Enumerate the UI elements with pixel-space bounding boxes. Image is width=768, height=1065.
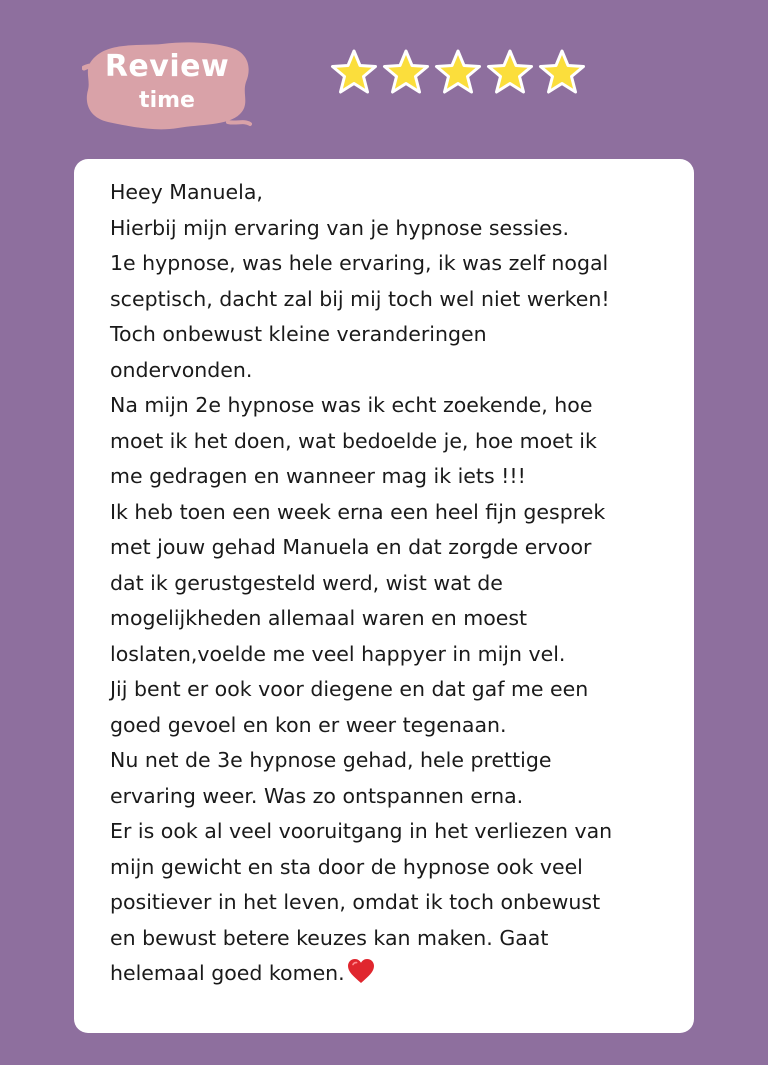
star-icon [486, 48, 534, 96]
review-line: Toch onbewust kleine veranderingen [110, 322, 487, 346]
review-line: dat ik gerustgesteld werd, wist wat de [110, 570, 503, 595]
review-line: Na mijn 2e hypnose was ik echt zoekende, hoe [110, 393, 593, 417]
star-icon [382, 48, 430, 96]
review-card [74, 159, 694, 1033]
review-line: 1e hypnose, was hele ervaring, ik was zelf nogal [110, 251, 609, 275]
review-message [110, 175, 670, 992]
review-line: en bewust betere keuzes kan maken. Gaat [110, 925, 549, 950]
star-icon [434, 48, 482, 96]
review-line: ondervonden. [110, 357, 253, 382]
five-star-rating [330, 48, 586, 96]
review-line: mogelijkheden allemaal waren en moest [110, 606, 528, 630]
review-line: goed gevoel en kon er weer tegenaan. [110, 712, 507, 737]
review-line: ervaring weer. Was zo ontspannen erna. [110, 783, 524, 808]
review-line: Hierbij mijn ervaring van je hypnose sessies. [110, 215, 569, 240]
review-line: moet ik het doen, wat bedoelde je, hoe moet ik [110, 428, 597, 453]
review-line: sceptisch, dacht zal bij mij toch wel niet werken! [110, 286, 610, 311]
review-time-badge [82, 38, 252, 130]
review-line: Er is ook al veel vooruitgang in het verliezen van [110, 819, 613, 843]
badge-title-review: Review [104, 49, 230, 84]
review-line: Nu net de 3e hypnose gehad, hele prettige [110, 748, 552, 772]
review-line: positiever in het leven, omdat ik toch onbewust [110, 890, 601, 914]
badge-title-time: time [139, 88, 195, 113]
red-heart-icon [347, 958, 375, 984]
review-line: loslaten,voelde me veel happyer in mijn vel. [110, 641, 566, 666]
star-icon [330, 48, 378, 96]
review-line: me gedragen en wanneer mag ik iets !!! [110, 464, 526, 488]
review-line: Heey Manuela, [110, 180, 263, 204]
review-line: mijn gewicht en sta door de hypnose ook veel [110, 854, 583, 879]
review-line-last [110, 956, 670, 992]
review-line: Jij bent er ook voor diegene en dat gaf me een [110, 677, 589, 701]
review-line-text: helemaal goed komen. [110, 961, 345, 985]
review-line: Ik heb toen een week erna een heel fijn gesprek [110, 499, 606, 524]
star-icon [538, 48, 586, 96]
review-line: met jouw gehad Manuela en dat zorgde ervoor [110, 535, 592, 559]
